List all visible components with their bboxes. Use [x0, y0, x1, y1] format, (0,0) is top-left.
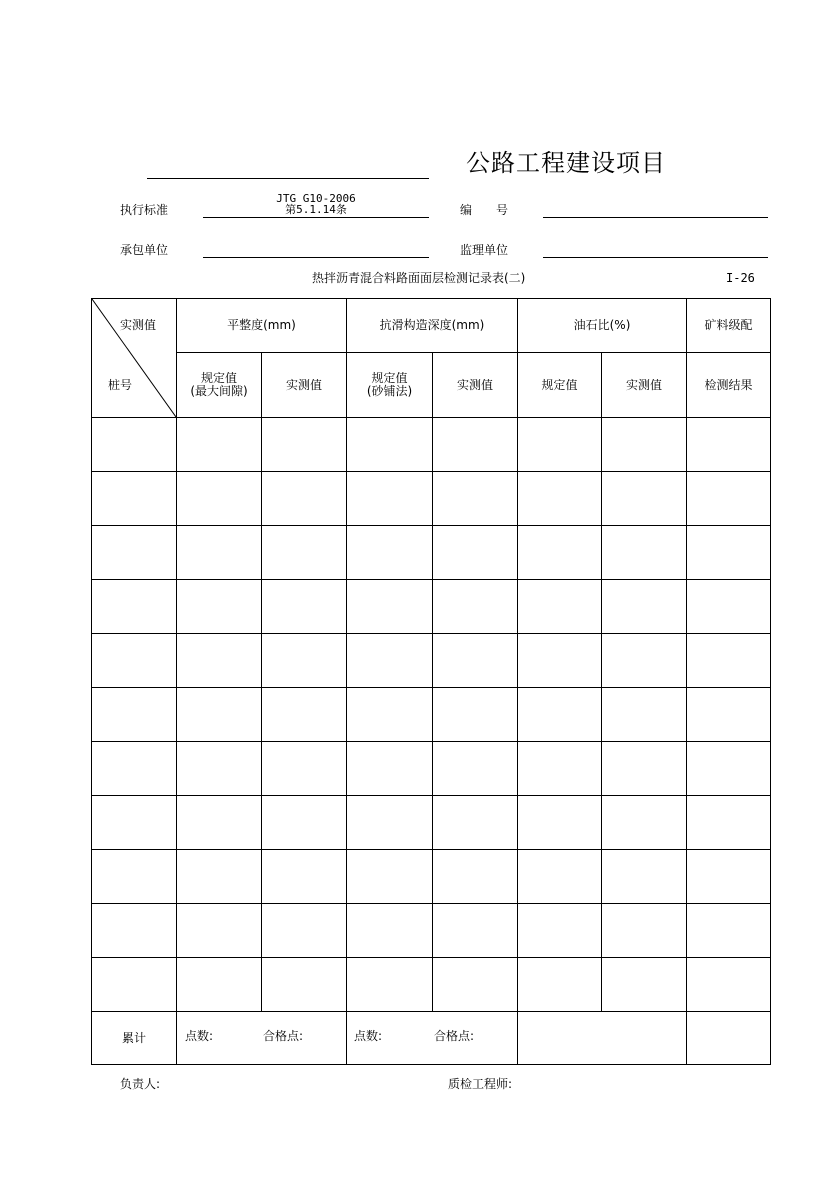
- number-field-line[interactable]: [543, 217, 768, 218]
- entry-cell[interactable]: [262, 688, 347, 742]
- sub-skid-spec-line1: 规定值: [371, 371, 408, 386]
- entry-cell[interactable]: [687, 526, 771, 580]
- header-skid-depth: 抗滑构造深度(mm): [347, 299, 518, 353]
- entry-cell[interactable]: [347, 472, 433, 526]
- corner-label-station: 桩号: [108, 378, 133, 392]
- entry-cell[interactable]: [687, 904, 771, 958]
- entry-cell[interactable]: [687, 850, 771, 904]
- entry-cell[interactable]: [177, 904, 262, 958]
- entry-cell[interactable]: [687, 796, 771, 850]
- entry-cell[interactable]: [687, 634, 771, 688]
- entry-cell[interactable]: [518, 634, 602, 688]
- table-row: [92, 634, 771, 688]
- entry-cell[interactable]: [518, 526, 602, 580]
- entry-cell[interactable]: [92, 688, 177, 742]
- data-rows: [92, 418, 771, 1012]
- entry-cell[interactable]: [177, 526, 262, 580]
- project-name-line: [147, 178, 429, 179]
- entry-cell[interactable]: [433, 958, 518, 1012]
- entry-cell[interactable]: [602, 958, 687, 1012]
- entry-cell[interactable]: [433, 688, 518, 742]
- corner-label-measured: 实测值: [120, 318, 157, 332]
- entry-cell[interactable]: [177, 850, 262, 904]
- entry-cell[interactable]: [518, 904, 602, 958]
- entry-cell[interactable]: [518, 580, 602, 634]
- entry-cell[interactable]: [347, 688, 433, 742]
- summary-gradation-cell[interactable]: [687, 1012, 771, 1065]
- table-row: [92, 472, 771, 526]
- entry-cell[interactable]: [687, 472, 771, 526]
- entry-cell[interactable]: [518, 742, 602, 796]
- entry-cell[interactable]: [262, 526, 347, 580]
- summary-points-1: 点数:: [185, 1029, 214, 1043]
- entry-cell[interactable]: [602, 850, 687, 904]
- table-row: [92, 526, 771, 580]
- entry-cell[interactable]: [518, 472, 602, 526]
- entry-cell[interactable]: [177, 742, 262, 796]
- entry-cell[interactable]: [433, 634, 518, 688]
- sub-grad-result: 检测结果: [687, 353, 771, 418]
- entry-cell[interactable]: [262, 850, 347, 904]
- entry-cell[interactable]: [177, 580, 262, 634]
- entry-cell[interactable]: [347, 904, 433, 958]
- entry-cell[interactable]: [433, 418, 518, 472]
- entry-cell[interactable]: [177, 634, 262, 688]
- table-row: [92, 904, 771, 958]
- entry-cell[interactable]: [347, 634, 433, 688]
- sub-flat-actual: 实测值: [262, 353, 347, 418]
- entry-cell[interactable]: [262, 742, 347, 796]
- table-row: [92, 580, 771, 634]
- summary-flatness-cell[interactable]: [177, 1012, 347, 1065]
- entry-cell[interactable]: [602, 472, 687, 526]
- entry-cell[interactable]: [602, 418, 687, 472]
- sub-oil-actual: 实测值: [602, 353, 687, 418]
- entry-cell[interactable]: [433, 472, 518, 526]
- entry-cell[interactable]: [518, 688, 602, 742]
- entry-cell[interactable]: [92, 580, 177, 634]
- entry-cell[interactable]: [687, 958, 771, 1012]
- table-row: [92, 958, 771, 1012]
- form-code: I-26: [726, 271, 755, 285]
- supervisor-label: 监理单位: [460, 243, 509, 257]
- table-row: [92, 688, 771, 742]
- entry-cell[interactable]: [262, 958, 347, 1012]
- responsible-label: 负责人:: [120, 1077, 161, 1091]
- sub-flat-spec: [177, 353, 262, 418]
- summary-pass-2: 合格点:: [434, 1029, 475, 1043]
- corner-diagonal: [92, 299, 176, 417]
- form-title: 热拌沥青混合料路面面层检测记录表(二): [312, 271, 526, 285]
- entry-cell[interactable]: [347, 418, 433, 472]
- entry-cell[interactable]: [262, 418, 347, 472]
- entry-cell[interactable]: [433, 742, 518, 796]
- entry-cell[interactable]: [262, 634, 347, 688]
- standard-clause: 第5.1.14条: [285, 203, 347, 216]
- sub-skid-spec: [347, 353, 433, 418]
- entry-cell[interactable]: [602, 904, 687, 958]
- entry-cell[interactable]: [602, 796, 687, 850]
- standard-label: 执行标准: [120, 203, 169, 217]
- entry-cell[interactable]: [92, 958, 177, 1012]
- entry-cell[interactable]: [687, 418, 771, 472]
- entry-cell[interactable]: [262, 796, 347, 850]
- entry-cell[interactable]: [347, 850, 433, 904]
- entry-cell[interactable]: [177, 418, 262, 472]
- entry-cell[interactable]: [92, 796, 177, 850]
- table-row: [92, 418, 771, 472]
- project-title: 公路工程建设项目: [466, 149, 666, 177]
- standard-code: JTG G10-2006: [276, 192, 356, 205]
- corner-header-cell: [92, 299, 177, 418]
- entry-cell[interactable]: [347, 580, 433, 634]
- entry-cell[interactable]: [347, 796, 433, 850]
- entry-cell[interactable]: [92, 526, 177, 580]
- sub-skid-spec-line2: (砂铺法): [366, 384, 413, 399]
- entry-cell[interactable]: [518, 796, 602, 850]
- entry-cell[interactable]: [262, 580, 347, 634]
- summary-skid-cell[interactable]: [347, 1012, 518, 1065]
- sub-flat-spec-line1: 规定值: [200, 371, 237, 386]
- entry-cell[interactable]: [602, 742, 687, 796]
- table-row: [92, 796, 771, 850]
- entry-cell[interactable]: [92, 634, 177, 688]
- header-oil-ratio: 油石比(%): [518, 299, 687, 353]
- entry-cell[interactable]: [433, 580, 518, 634]
- entry-cell[interactable]: [92, 850, 177, 904]
- entry-cell[interactable]: [92, 742, 177, 796]
- entry-cell[interactable]: [602, 634, 687, 688]
- entry-cell[interactable]: [433, 526, 518, 580]
- entry-cell[interactable]: [602, 688, 687, 742]
- entry-cell[interactable]: [347, 742, 433, 796]
- summary-label: 累计: [92, 1012, 177, 1065]
- summary-pass-1: 合格点:: [263, 1029, 304, 1043]
- entry-cell[interactable]: [602, 526, 687, 580]
- entry-cell[interactable]: [262, 472, 347, 526]
- entry-cell[interactable]: [518, 418, 602, 472]
- entry-cell[interactable]: [687, 688, 771, 742]
- entry-cell[interactable]: [602, 580, 687, 634]
- entry-cell[interactable]: [347, 958, 433, 1012]
- entry-cell[interactable]: [687, 742, 771, 796]
- entry-cell[interactable]: [518, 958, 602, 1012]
- entry-cell[interactable]: [262, 904, 347, 958]
- header-flatness: 平整度(mm): [177, 299, 347, 353]
- entry-cell[interactable]: [177, 958, 262, 1012]
- summary-oil-cell[interactable]: [518, 1012, 687, 1065]
- table-row: [92, 742, 771, 796]
- entry-cell[interactable]: [433, 904, 518, 958]
- table-row: [92, 850, 771, 904]
- entry-cell[interactable]: [177, 688, 262, 742]
- entry-cell[interactable]: [433, 850, 518, 904]
- qc-engineer-label: 质检工程师:: [448, 1077, 513, 1091]
- entry-cell[interactable]: [687, 580, 771, 634]
- standard-line: [203, 217, 429, 218]
- entry-cell[interactable]: [92, 418, 177, 472]
- entry-cell[interactable]: [92, 904, 177, 958]
- summary-points-2: 点数:: [354, 1029, 383, 1043]
- sub-skid-actual: 实测值: [433, 353, 518, 418]
- header-gradation: 矿料级配: [687, 299, 771, 353]
- number-label: 编 号: [460, 203, 509, 217]
- entry-cell[interactable]: [347, 526, 433, 580]
- entry-cell[interactable]: [518, 850, 602, 904]
- entry-cell[interactable]: [92, 472, 177, 526]
- entry-cell[interactable]: [177, 472, 262, 526]
- sub-flat-spec-line2: (最大间隙): [190, 384, 248, 399]
- entry-cell[interactable]: [177, 796, 262, 850]
- sub-oil-spec: 规定值: [518, 353, 602, 418]
- inspection-table: [91, 298, 771, 1065]
- contractor-label: 承包单位: [120, 243, 169, 257]
- entry-cell[interactable]: [433, 796, 518, 850]
- contractor-field-line[interactable]: [203, 257, 429, 258]
- supervisor-field-line[interactable]: [543, 257, 768, 258]
